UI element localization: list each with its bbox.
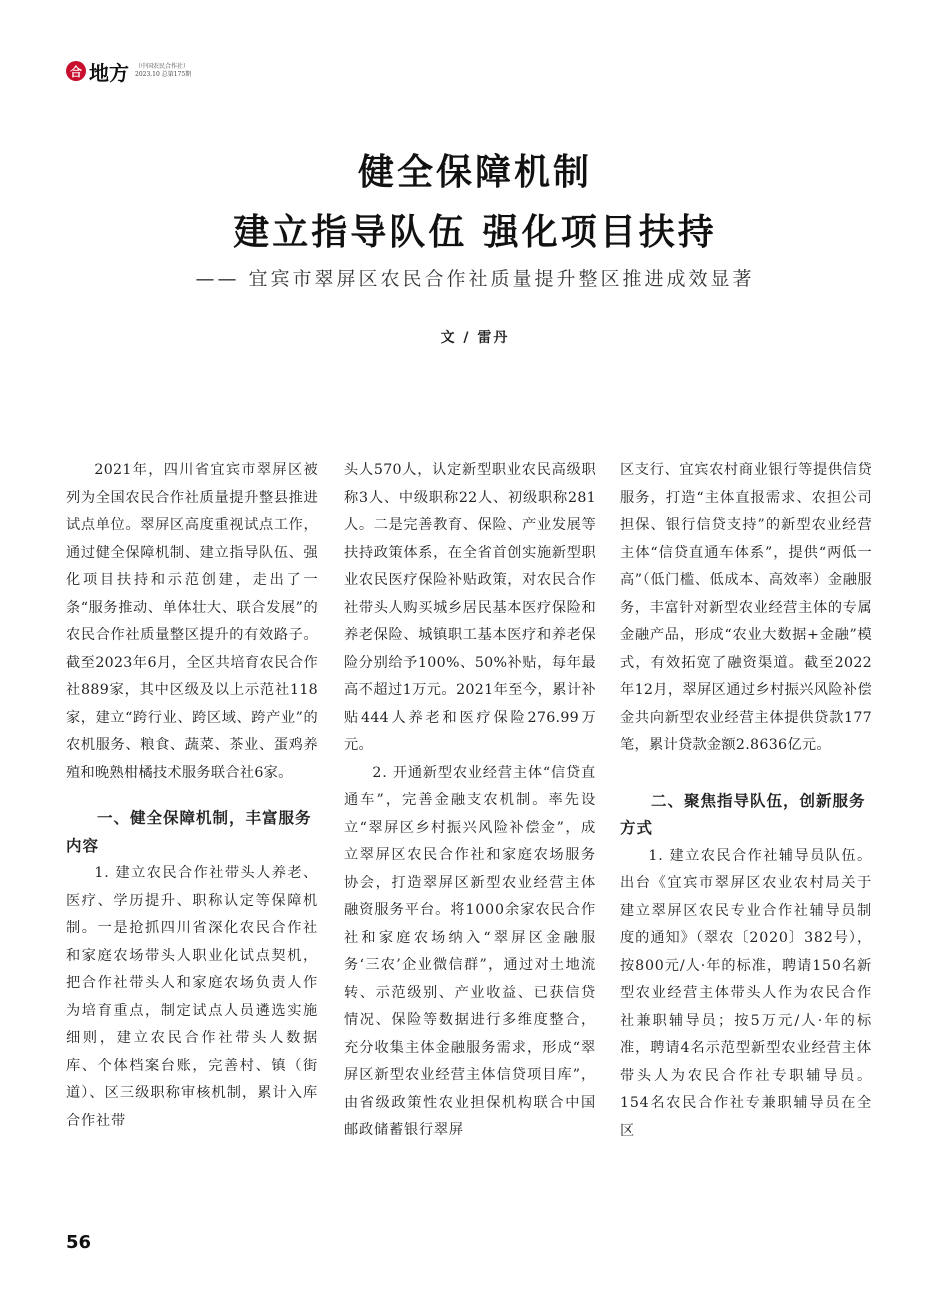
article-byline: 文 / 雷丹	[440, 330, 510, 346]
paragraph: 区支行、宜宾农村商业银行等提供信贷服务，打造“主体直报需求、农担公司担保、银行信贷支持”的新型农业经营主体“信贷直通车体系”，提供“两低一高”（低门槛、低成本、高效率）金融服务，丰富针对新型农业经营主体的专属金融产品，形成“农业大数据+金融”模式，有效拓宽了融资渠道。截至2022年12月，翠屏区通过乡村振兴风险补偿金共向新型农业经营主体提供贷款177笔，累计贷款金额2.8636亿元。	[620, 462, 872, 753]
magazine-name: （中国农民合作社）	[135, 63, 190, 70]
paragraph: 2021年，四川省宜宾市翠屏区被列为全国农民合作社质量提升整县推进试点单位。翠屏区高度重视试点工作，通过健全保障机制、建立指导队伍、强化项目扶持和示范创建，走出了一条“服务推动、单体壮大、联合发展”的农民合作社质量整区提升的有效路子。截至2023年6月，全区共培育农民合作社889家，其中区级及以上示范社118家，建立“跨行业、跨区域、跨产业”的农机服务、粮食、蔬菜、茶业、蛋鸡养殖和晚熟柑橘技术服务联合社6家。	[66, 462, 318, 781]
paragraph: 1. 建立农民合作社带头人养老、医疗、学历提升、职称认定等保障机制。一是抢抓四川省深化农民合作社和家庭农场带头人职业化试点契机，把合作社带头人和家庭农场负责人作为培育重点，制定试点人员遴选实施细则，建立农民合作社带头人数据库、个体档案台账，完善村、镇（街道）、区三级职称审核机制，累计入库合作社带	[66, 865, 318, 1129]
article-title-line1: 健全保障机制	[357, 152, 592, 193]
masthead	[66, 56, 191, 86]
text-column-1	[66, 457, 318, 1135]
paragraph: 2. 开通新型农业经营主体“信贷直通车”，完善金融支农机制。率先设立“翠屏区乡村振兴风险补偿金”，成立翠屏区农民合作社和家庭农场服务协会，打造翠屏区新型农业经营主体融资服务平台。将1000余家农民合作社和家庭农场纳入“翠屏区金融服务‘三农’企业微信群”，通过对土地流转、示范级别、产业收益、已获信贷情况、保险等数据进行多维度整合，充分收集主体金融服务需求，形成“翠屏区新型农业经营主体信贷项目库”，由省级政策性农业担保机构联合中国邮政储蓄银行翠屏	[344, 764, 596, 1138]
page-number: 56	[66, 1232, 92, 1253]
logo-icon: 合	[66, 61, 86, 81]
section-logo-text: 地方	[89, 60, 129, 85]
article-title-line2: 建立指导队伍 强化项目扶持	[233, 212, 717, 253]
text-column-3	[620, 457, 872, 1145]
section-heading: 一、健全保障机制，丰富服务内容	[66, 809, 312, 855]
text-column-2	[344, 457, 596, 1145]
issue-number: 2023.10 总第175期	[135, 71, 192, 78]
article-subtitle: —— 宜宾市翠屏区农民合作社质量提升整区推进成效显著	[195, 268, 755, 290]
section-heading: 二、聚焦指导队伍，创新服务方式	[620, 791, 866, 837]
issue-info	[135, 63, 191, 79]
paragraph: 头人570人，认定新型职业农民高级职称3人、中级职称22人、初级职称281人。二是完善教育、保险、产业发展等扶持政策体系，在全省首创实施新型职业农民医疗保险补贴政策，对农民合作社带头人购买城乡居民基本医疗保险和养老保险、城镇职工基本医疗和养老保险分别给予100%、50%补贴，每年最高不超过1万元。2021年至今，累计补贴444人养老和医疗保险276.99万元。	[344, 462, 596, 753]
paragraph: 1. 建立农民合作社辅导员队伍。出台《宜宾市翠屏区农业农村局关于建立翠屏区农民专业合作社辅导员制度的通知》（翠农〔2020〕382号），按800元/人·年的标准，聘请150名新型农业经营主体带头人作为农民合作社兼职辅导员；按5万元/人·年的标准，聘请4名示范型新型农业经营主体带头人为农民合作社专职辅导员。154名农民合作社专兼职辅导员在全区	[620, 847, 872, 1139]
